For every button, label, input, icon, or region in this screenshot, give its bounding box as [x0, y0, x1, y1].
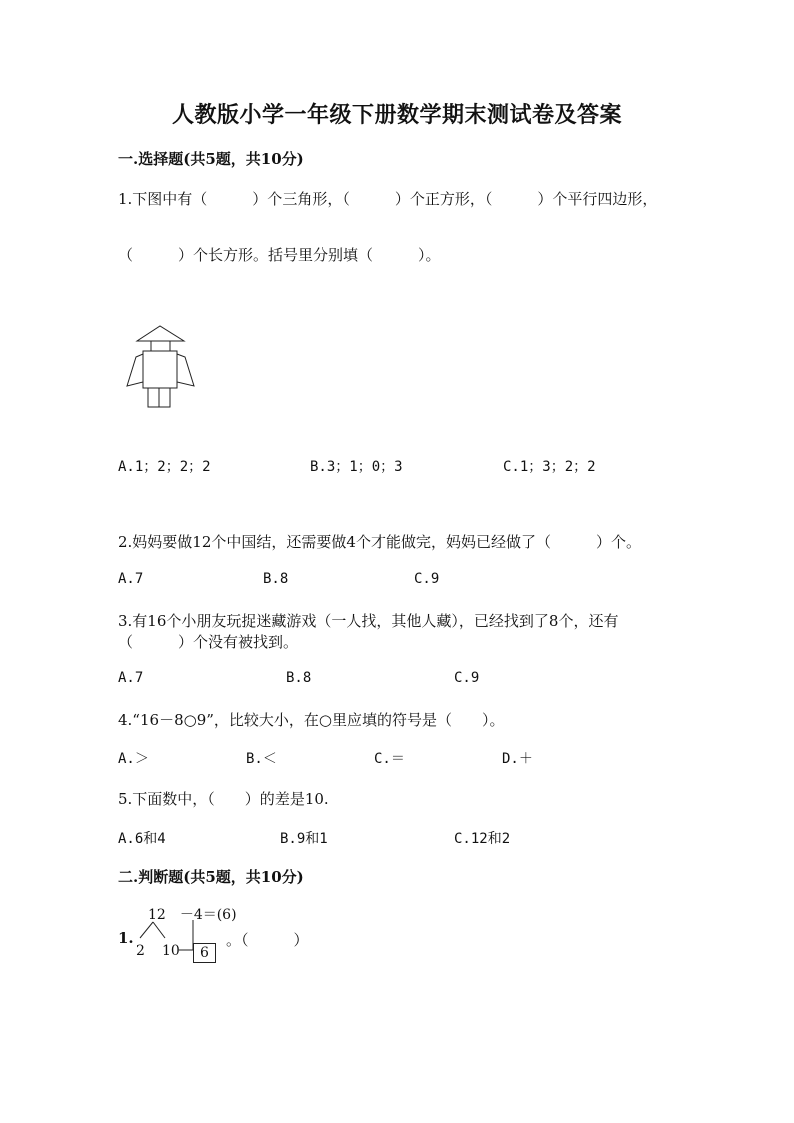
robot-figure [126, 324, 196, 408]
question-2-option-a[interactable]: A.7 [118, 571, 144, 587]
question-5-option-c[interactable]: C.12和2 [454, 831, 511, 847]
question-4-option-a[interactable]: A.＞ [118, 751, 149, 767]
judge-question-1-split-right: 10 [162, 943, 180, 959]
robot-right-arm-parallelogram [177, 354, 194, 386]
judge-question-1-split-left: 2 [136, 943, 145, 959]
page-title: 人教版小学一年级下册数学期末测试卷及答案 [171, 102, 622, 128]
question-3-line-2: （ ）个没有被找到。 [118, 633, 299, 651]
question-2-option-c[interactable]: C.9 [414, 571, 440, 587]
question-3-line-1: 3.有16个小朋友玩捉迷藏游戏（一人找，其他人藏），已经找到了8个，还有 [118, 612, 619, 630]
question-1-option-b[interactable]: B.3；1；0；3 [310, 459, 403, 475]
question-1-line-2: （ ）个长方形。括号里分别填（ ）。 [118, 246, 441, 264]
question-4-option-d[interactable]: D.＋ [502, 751, 533, 767]
robot-neck-square [151, 341, 170, 351]
question-4-option-c[interactable]: C.＝ [374, 751, 405, 767]
robot-body-rectangle [143, 351, 177, 388]
question-5-option-a[interactable]: A.6和4 [118, 831, 166, 847]
judge-question-1-boxed-answer: 6 [193, 943, 216, 963]
robot-left-arm-parallelogram [127, 354, 143, 386]
number-split-diagram [136, 920, 196, 944]
question-1-line-1: 1.下图中有（ ）个三角形，（ ）个正方形，（ ）个平行四边形， [118, 190, 658, 208]
question-3-option-b[interactable]: B.8 [286, 670, 312, 686]
question-3-option-c[interactable]: C.9 [454, 670, 480, 686]
robot-hat-triangle [137, 326, 184, 341]
robot-right-leg-rectangle [159, 388, 170, 407]
question-5-line-1: 5.下面数中，（ ）的差是10. [118, 790, 329, 808]
judge-question-1-number: 1. [118, 929, 134, 947]
question-5-option-b[interactable]: B.9和1 [280, 831, 328, 847]
judge-question-1-equation: 12 －4＝(6) [148, 907, 237, 923]
question-2-line-1: 2.妈妈要做12个中国结，还需要做4个才能做完，妈妈已经做了（ ）个。 [118, 533, 641, 551]
judge-question-1-answer-bracket[interactable]: 。（ ） [226, 931, 309, 949]
question-2-option-b[interactable]: B.8 [263, 571, 289, 587]
question-4-option-b[interactable]: B.＜ [246, 751, 277, 767]
question-4-line-1: 4.“16－8○9”，比较大小，在○里应填的符号是（ ）。 [118, 711, 505, 729]
question-1-option-a[interactable]: A.1；2；2；2 [118, 459, 211, 475]
robot-left-leg-rectangle [148, 388, 159, 407]
question-1-option-c[interactable]: C.1；3；2；2 [503, 459, 596, 475]
question-3-option-a[interactable]: A.7 [118, 670, 144, 686]
section-heading-judge: 二.判断题(共5题，共10分) [118, 868, 304, 886]
section-heading-choice: 一.选择题(共5题，共10分) [118, 150, 304, 168]
